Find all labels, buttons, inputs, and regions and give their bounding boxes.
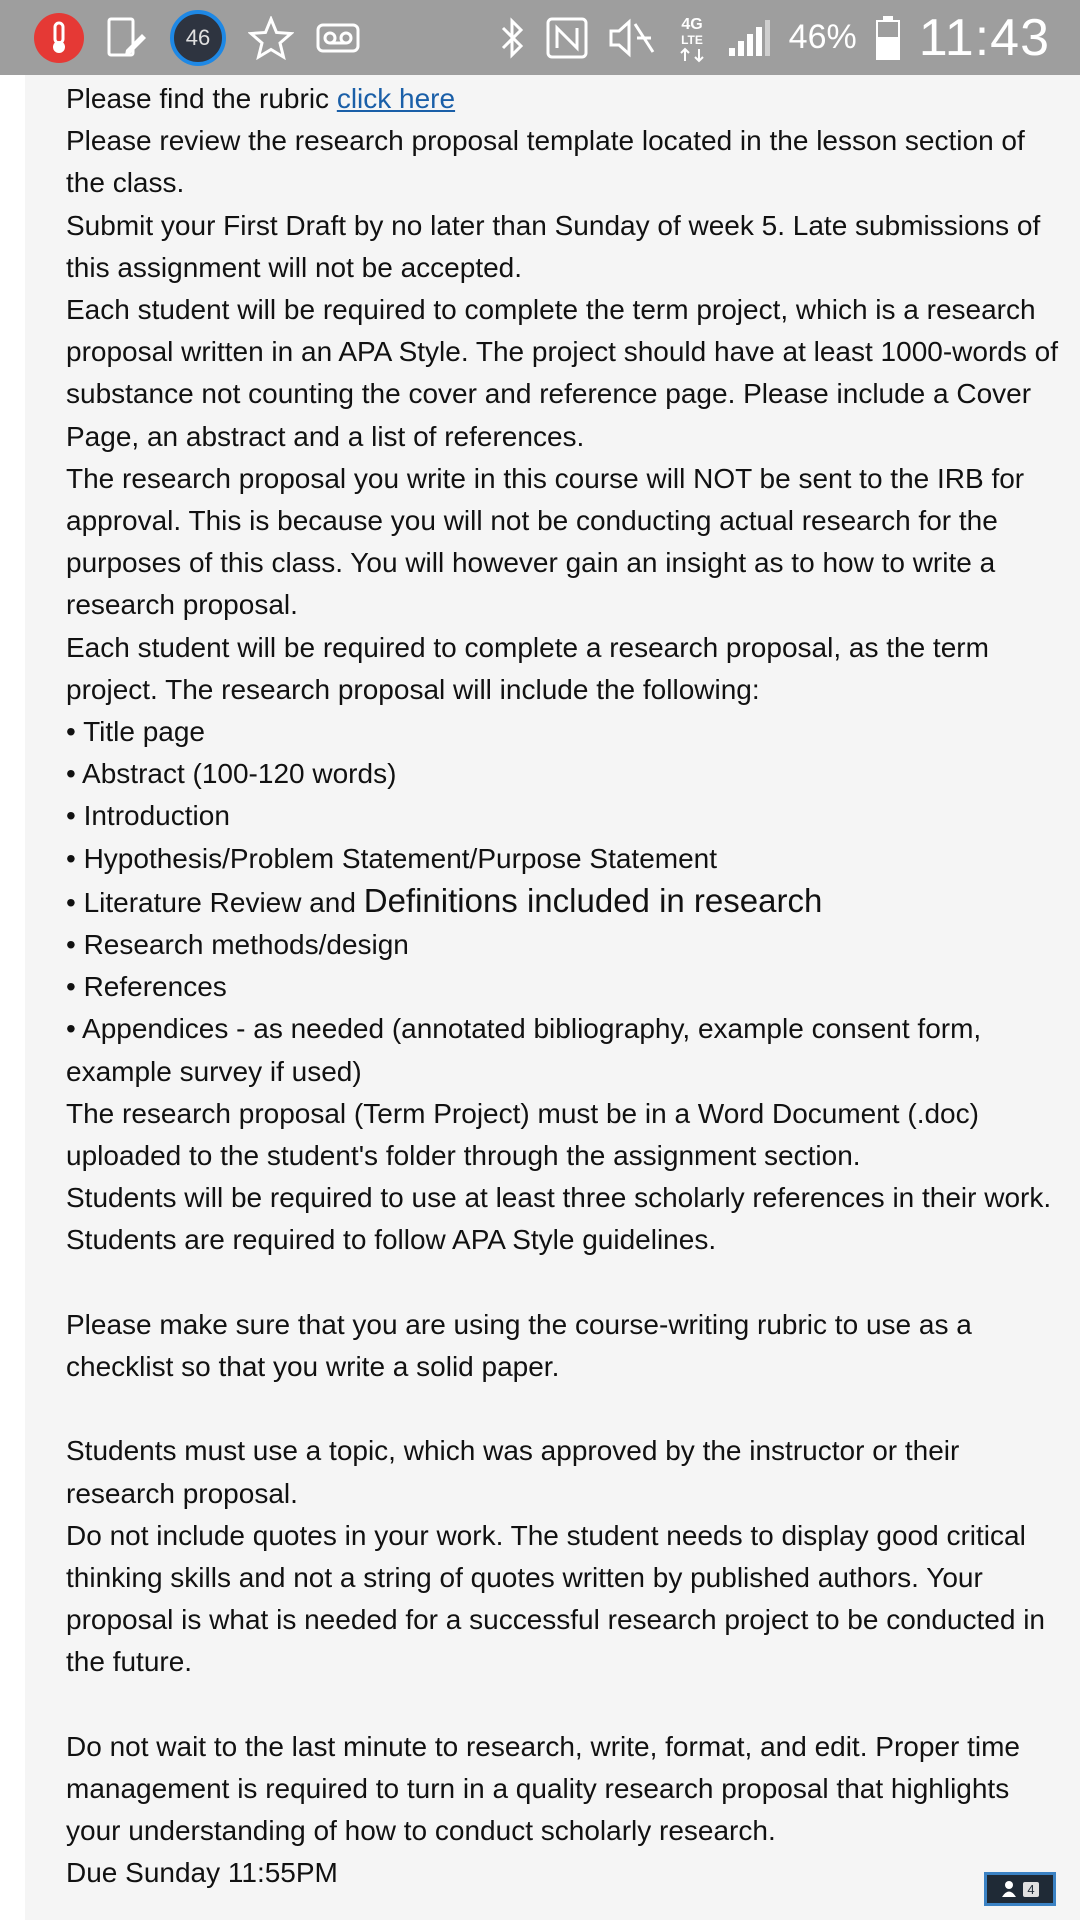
last-minute-paragraph: Do not wait to the last minute to research, write, format, and edit. Proper time management is required to turn in a quality research proposal that highlights your understanding of how to conduct scholarly research. [66,1730,1020,1847]
review-template-paragraph: Please review the research proposal template located in the lesson section of the class. [66,125,1025,199]
tablet-edit-icon [106,16,148,60]
assignment-text [66,78,1066,1895]
apa-style-paragraph: Students are required to follow APA Style guidelines. [66,1224,717,1256]
rubric-checklist-paragraph: Please make sure that you are using the course-writing rubric to use as a checklist so that you write a solid paper. [66,1308,972,1383]
approved-topic-paragraph: Students must use a topic, which was approved by the instructor or their research proposal. [66,1435,960,1509]
status-bar [0,0,1080,75]
first-draft-paragraph: Submit your First Draft by no later than Sunday of week 5. Late submissions of this assignment will not be accepted. [66,209,1041,283]
notification-count: 46 [185,24,211,50]
list-item: • Appendices - as needed (annotated bibliography, example consent form, example survey if used) [66,1013,982,1087]
bluetooth-icon [497,16,527,60]
word-doc-paragraph: The research proposal (Term Project) must be in a Word Document (.doc) uploaded to the student's folder through the assignment section. [66,1097,979,1172]
mute-icon [607,16,657,60]
status-bar-system [497,8,1080,68]
list-item: • Abstract (100-120 words) [66,758,397,790]
person-icon [1001,1880,1017,1898]
list-item: • Research methods/design [66,929,409,961]
spacer [66,1262,1066,1304]
count-badge [170,10,226,66]
rubric-line: Please find the rubric click here [66,83,456,114]
irb-paragraph: The research proposal you write in this course will NOT be sent to the IRB for approval. This is because you will not be conducting actual research for the purposes of this class. You will however gain an insight as to how to write a research proposal. [66,462,1025,621]
list-item: • Title page [66,716,206,748]
svg-text:LTE: LTE [680,32,703,47]
battery-percent: 46% [788,18,857,56]
participants-button[interactable] [984,1872,1056,1906]
proposal-intro-paragraph: Each student will be required to complete a research proposal, as the term project. The research proposal will include the following: [66,631,989,705]
signal-icon [727,18,771,58]
voicemail-icon [316,23,360,53]
status-bar-notifications [0,10,360,66]
list-item: • References [66,971,227,1003]
spacer [66,1388,1066,1430]
battery-icon [875,15,901,61]
list-item: • Hypothesis/Problem Statement/Purpose Statement [66,842,718,874]
no-quotes-paragraph: Do not include quotes in your work. The student needs to display good critical thinking skills and not a string of quotes written by published authors. Your proposal is what is needed for a successful research project to be conducted in the future. [66,1519,1046,1678]
star-icon [248,16,294,60]
assignment-content[interactable] [25,75,1080,1920]
thermometer-icon [34,13,84,63]
three-references-paragraph: Students will be required to use at least three scholarly references in their work. [66,1182,1052,1214]
participants-count: 4 [1023,1882,1038,1897]
list-item: • Literature Review and Definitions included in research [66,881,823,919]
due-date: Due Sunday 11:55PM [66,1857,338,1889]
nfc-icon [545,16,589,60]
lte-icon [675,11,709,65]
page [0,75,1080,1920]
term-project-paragraph: Each student will be required to complete the term project, which is a research proposal written in an APA Style. The project should have at least 1000-words of substance not counting the cover and reference page. Please include a Cover Page, an abstract and a list of references. [66,294,1058,452]
spacer [66,1684,1066,1726]
list-item: • Introduction [66,800,230,832]
clock: 11:43 [918,8,1050,67]
network-label: 4G [680,15,703,33]
rubric-link[interactable]: click here [336,83,456,114]
